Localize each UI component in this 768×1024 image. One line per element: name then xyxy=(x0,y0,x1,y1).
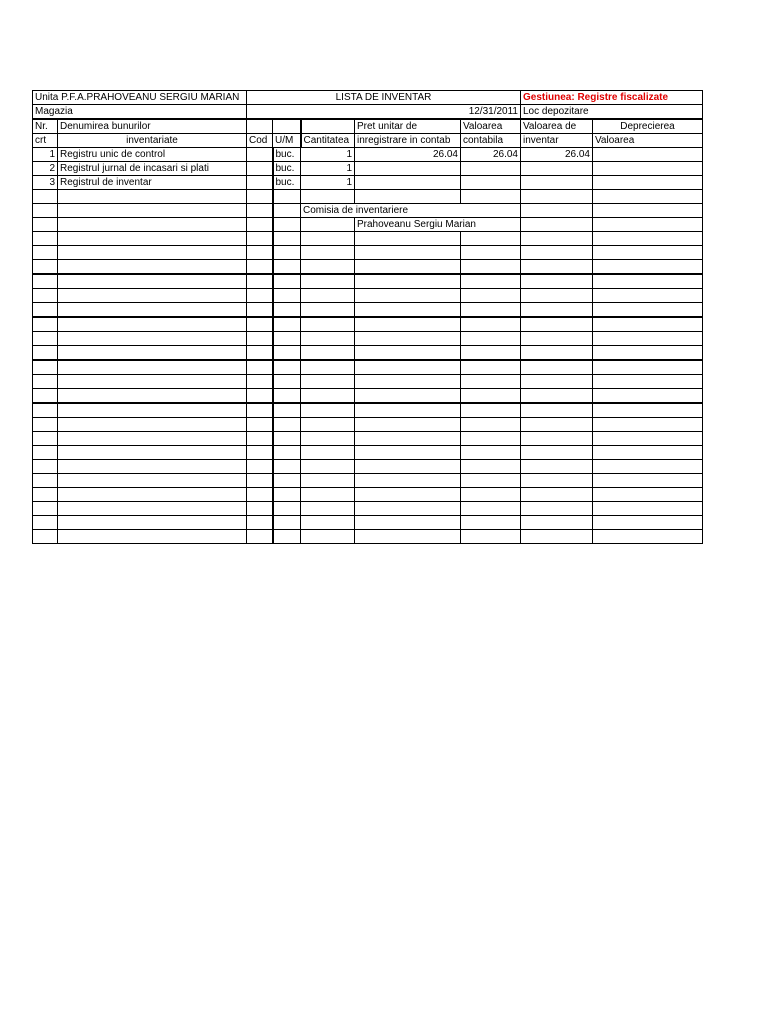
empty-cell[interactable] xyxy=(273,375,301,389)
empty-cell[interactable] xyxy=(355,488,461,502)
empty-cell[interactable] xyxy=(247,530,273,544)
commission-label[interactable]: Comisia de inventariere xyxy=(301,204,521,218)
empty-cell[interactable] xyxy=(301,418,355,432)
empty-cell[interactable] xyxy=(593,260,703,275)
cell-book[interactable] xyxy=(461,162,521,176)
empty-cell[interactable] xyxy=(58,317,247,332)
empty-cell[interactable] xyxy=(273,274,301,289)
empty-cell[interactable] xyxy=(247,346,273,361)
header-row-1 xyxy=(33,91,703,105)
empty-cell[interactable] xyxy=(593,403,703,418)
date-cell[interactable]: 12/31/2011 xyxy=(247,105,521,120)
gestiune-cell[interactable]: Gestiunea: Registre fiscalizate xyxy=(521,91,703,105)
empty-cell[interactable] xyxy=(355,530,461,544)
empty-cell[interactable] xyxy=(461,530,521,544)
empty-cell[interactable] xyxy=(461,502,521,516)
col-um-1[interactable] xyxy=(273,119,301,134)
empty-cell[interactable] xyxy=(58,274,247,289)
empty-cell[interactable] xyxy=(58,232,247,246)
empty-cell[interactable] xyxy=(521,317,593,332)
empty-cell[interactable] xyxy=(355,446,461,460)
empty-cell[interactable] xyxy=(521,488,593,502)
empty-cell[interactable] xyxy=(461,474,521,488)
empty-cell[interactable] xyxy=(301,460,355,474)
empty-cell[interactable] xyxy=(301,346,355,361)
empty-cell[interactable] xyxy=(247,460,273,474)
empty-cell[interactable] xyxy=(273,432,301,446)
inventory-sheet xyxy=(32,90,703,544)
empty-cell[interactable] xyxy=(33,488,58,502)
table-row xyxy=(33,488,703,502)
column-header-row-2 xyxy=(33,134,703,148)
empty-cell[interactable] xyxy=(521,474,593,488)
magazia-cell[interactable]: Magazia xyxy=(33,105,247,120)
empty-cell[interactable] xyxy=(521,303,593,318)
unit-label: Unita xyxy=(35,91,59,103)
col-cant-2[interactable]: Cantitatea xyxy=(301,134,355,148)
empty-cell[interactable] xyxy=(33,516,58,530)
column-header-row-1 xyxy=(33,119,703,134)
empty-cell[interactable] xyxy=(58,460,247,474)
empty-cell[interactable] xyxy=(58,389,247,404)
empty-cell[interactable] xyxy=(355,274,461,289)
cell-qty[interactable]: 1 xyxy=(301,148,355,162)
empty-cell[interactable] xyxy=(58,403,247,418)
empty-cell[interactable] xyxy=(33,418,58,432)
empty-cell[interactable] xyxy=(247,432,273,446)
empty-cell[interactable] xyxy=(301,389,355,404)
empty-cell[interactable] xyxy=(273,389,301,404)
empty-cell[interactable] xyxy=(58,346,247,361)
empty-cell[interactable] xyxy=(301,274,355,289)
empty-cell[interactable] xyxy=(521,418,593,432)
empty-cell[interactable] xyxy=(521,432,593,446)
empty-cell[interactable] xyxy=(58,303,247,318)
empty-cell[interactable] xyxy=(58,530,247,544)
empty-cell[interactable] xyxy=(593,432,703,446)
empty-cell[interactable] xyxy=(33,360,58,375)
list-title[interactable]: LISTA DE INVENTAR xyxy=(247,91,521,105)
empty-cell[interactable] xyxy=(301,516,355,530)
empty-cell[interactable] xyxy=(247,246,273,260)
empty-cell[interactable] xyxy=(247,289,273,303)
empty-cell[interactable] xyxy=(355,317,461,332)
empty-cell[interactable] xyxy=(355,375,461,389)
empty-cell[interactable] xyxy=(521,274,593,289)
empty-cell[interactable] xyxy=(593,232,703,246)
empty-cell[interactable] xyxy=(33,346,58,361)
empty-cell[interactable] xyxy=(521,502,593,516)
cell-nr[interactable]: 2 xyxy=(33,162,58,176)
empty-cell[interactable] xyxy=(355,502,461,516)
empty-cell[interactable] xyxy=(273,474,301,488)
empty-cell[interactable] xyxy=(461,375,521,389)
empty-cell[interactable] xyxy=(521,446,593,460)
empty-rows-table xyxy=(32,231,703,544)
cell-cod[interactable] xyxy=(247,148,273,162)
cell-book[interactable]: 26.04 xyxy=(461,148,521,162)
empty-cell[interactable] xyxy=(593,502,703,516)
cell-dep[interactable] xyxy=(593,148,703,162)
empty-cell[interactable] xyxy=(593,346,703,361)
empty-cell[interactable] xyxy=(461,488,521,502)
empty-cell[interactable] xyxy=(273,488,301,502)
empty-cell[interactable] xyxy=(355,232,461,246)
empty-cell[interactable] xyxy=(301,289,355,303)
table-row xyxy=(33,274,703,289)
cell-name[interactable]: Registrul jurnal de incasari si plati xyxy=(58,162,247,176)
empty-cell[interactable] xyxy=(33,317,58,332)
empty-cell[interactable] xyxy=(593,246,703,260)
empty-cell[interactable] xyxy=(301,232,355,246)
empty-cell[interactable] xyxy=(355,432,461,446)
empty-cell[interactable] xyxy=(593,446,703,460)
empty-cell[interactable] xyxy=(33,289,58,303)
cell-inv[interactable]: 26.04 xyxy=(521,148,593,162)
empty-cell[interactable] xyxy=(301,246,355,260)
empty-cell[interactable] xyxy=(593,488,703,502)
cell-book[interactable] xyxy=(461,176,521,190)
empty-cell[interactable] xyxy=(521,375,593,389)
cell-um[interactable]: buc. xyxy=(273,148,301,162)
empty-cell[interactable] xyxy=(33,375,58,389)
empty-cell[interactable] xyxy=(593,289,703,303)
empty-cell[interactable] xyxy=(247,403,273,418)
empty-cell[interactable] xyxy=(273,303,301,318)
empty-cell[interactable] xyxy=(593,460,703,474)
empty-cell[interactable] xyxy=(301,502,355,516)
col-cod-2[interactable]: Cod xyxy=(247,134,273,148)
empty-cell[interactable] xyxy=(593,530,703,544)
col-dep-2[interactable]: Valoarea xyxy=(593,134,703,148)
table-row xyxy=(33,460,703,474)
cell-um[interactable]: buc. xyxy=(273,176,301,190)
empty-cell[interactable] xyxy=(593,516,703,530)
unit-cell[interactable] xyxy=(33,91,247,105)
empty-cell[interactable] xyxy=(58,360,247,375)
empty-cell[interactable] xyxy=(301,375,355,389)
header-row-2 xyxy=(33,105,703,120)
empty-cell[interactable] xyxy=(593,303,703,318)
empty-cell[interactable] xyxy=(273,460,301,474)
empty-cell[interactable] xyxy=(33,530,58,544)
empty-cell[interactable] xyxy=(593,317,703,332)
empty-cell[interactable] xyxy=(247,375,273,389)
table-row xyxy=(33,176,703,190)
empty-cell[interactable] xyxy=(355,403,461,418)
empty-cell[interactable] xyxy=(355,516,461,530)
empty-cell[interactable] xyxy=(247,474,273,488)
cell-um[interactable]: buc. xyxy=(273,162,301,176)
empty-cell[interactable] xyxy=(273,360,301,375)
empty-cell[interactable] xyxy=(301,474,355,488)
empty-cell[interactable] xyxy=(58,446,247,460)
cell-nr[interactable]: 1 xyxy=(33,148,58,162)
empty-cell[interactable] xyxy=(355,260,461,275)
empty-cell[interactable] xyxy=(247,389,273,404)
empty-cell[interactable] xyxy=(247,274,273,289)
empty-cell[interactable] xyxy=(33,403,58,418)
empty-cell[interactable] xyxy=(461,346,521,361)
empty-cell[interactable] xyxy=(461,274,521,289)
empty-cell[interactable] xyxy=(273,516,301,530)
empty-cell[interactable] xyxy=(521,460,593,474)
empty-cell[interactable] xyxy=(247,446,273,460)
table-row xyxy=(33,190,703,204)
table-row xyxy=(33,148,703,162)
empty-cell[interactable] xyxy=(301,260,355,275)
empty-cell[interactable] xyxy=(461,432,521,446)
empty-cell[interactable] xyxy=(33,303,58,318)
empty-cell[interactable] xyxy=(273,232,301,246)
empty-cell[interactable] xyxy=(461,317,521,332)
cell-price[interactable] xyxy=(355,162,461,176)
table-row xyxy=(33,375,703,389)
cell-price[interactable]: 26.04 xyxy=(355,148,461,162)
col-pret-1[interactable]: Pret unitar de xyxy=(355,119,461,134)
cell-cod[interactable] xyxy=(247,176,273,190)
empty-cell[interactable] xyxy=(593,474,703,488)
empty-cell[interactable] xyxy=(355,346,461,361)
commission-row xyxy=(33,204,703,218)
empty-cell[interactable] xyxy=(33,432,58,446)
cell-dep[interactable] xyxy=(593,176,703,190)
table-row xyxy=(33,418,703,432)
table-row xyxy=(33,530,703,544)
table-row xyxy=(33,516,703,530)
empty-cell[interactable] xyxy=(247,317,273,332)
empty-cell[interactable] xyxy=(461,260,521,275)
empty-cell[interactable] xyxy=(58,418,247,432)
empty-cell[interactable] xyxy=(58,246,247,260)
col-valc-1[interactable]: Valoarea xyxy=(461,119,521,134)
empty-cell[interactable] xyxy=(301,403,355,418)
empty-cell[interactable] xyxy=(461,446,521,460)
table-row xyxy=(33,446,703,460)
empty-cell[interactable] xyxy=(521,260,593,275)
empty-cell[interactable] xyxy=(521,403,593,418)
empty-cell[interactable] xyxy=(521,389,593,404)
cell-name[interactable]: Registrul de inventar xyxy=(58,176,247,190)
empty-cell[interactable] xyxy=(521,360,593,375)
col-nr-1[interactable]: Nr. xyxy=(33,119,58,134)
empty-cell[interactable] xyxy=(58,375,247,389)
empty-cell[interactable] xyxy=(58,488,247,502)
commission-member[interactable]: Prahoveanu Sergiu Marian xyxy=(355,218,521,232)
empty-cell[interactable] xyxy=(461,360,521,375)
empty-cell[interactable] xyxy=(355,360,461,375)
empty-cell[interactable] xyxy=(273,317,301,332)
unit-name: P.F.A.PRAHOVEANU SERGIU MARIAN xyxy=(61,91,240,103)
empty-cell[interactable] xyxy=(273,502,301,516)
cell-inv[interactable] xyxy=(521,162,593,176)
table-row xyxy=(33,260,703,275)
empty-cell[interactable] xyxy=(301,432,355,446)
table-row xyxy=(33,403,703,418)
empty-cell[interactable] xyxy=(521,246,593,260)
empty-cell[interactable] xyxy=(273,446,301,460)
empty-cell[interactable] xyxy=(461,332,521,346)
empty-cell[interactable] xyxy=(301,303,355,318)
empty-cell[interactable] xyxy=(301,360,355,375)
cell-name[interactable]: Registru unic de control xyxy=(58,148,247,162)
table-row xyxy=(33,346,703,361)
empty-cell[interactable] xyxy=(58,474,247,488)
empty-cell[interactable] xyxy=(247,232,273,246)
loc-cell[interactable]: Loc depozitare xyxy=(521,105,703,120)
empty-cell[interactable] xyxy=(461,246,521,260)
empty-cell[interactable] xyxy=(33,232,58,246)
empty-cell[interactable] xyxy=(33,502,58,516)
col-valc-2[interactable]: contabila xyxy=(461,134,521,148)
empty-cell[interactable] xyxy=(273,260,301,275)
empty-cell[interactable] xyxy=(58,289,247,303)
empty-cell[interactable] xyxy=(33,274,58,289)
empty-cell[interactable] xyxy=(58,332,247,346)
empty-cell[interactable] xyxy=(301,317,355,332)
empty-cell[interactable] xyxy=(273,289,301,303)
empty-cell[interactable] xyxy=(33,474,58,488)
empty-cell[interactable] xyxy=(355,474,461,488)
empty-cell[interactable] xyxy=(593,418,703,432)
empty-cell[interactable] xyxy=(461,232,521,246)
empty-cell[interactable] xyxy=(247,502,273,516)
empty-cell[interactable] xyxy=(461,516,521,530)
empty-cell[interactable] xyxy=(593,375,703,389)
cell-qty[interactable]: 1 xyxy=(301,176,355,190)
empty-cell[interactable] xyxy=(593,389,703,404)
col-cant-1[interactable] xyxy=(301,119,355,134)
col-den-1[interactable]: Denumirea bunurilor xyxy=(58,119,247,134)
col-vali-1[interactable]: Valoarea de xyxy=(521,119,593,134)
empty-cell[interactable] xyxy=(355,246,461,260)
empty-cell[interactable] xyxy=(461,403,521,418)
col-pret-2[interactable]: inregistrare in contab xyxy=(355,134,461,148)
empty-cell[interactable] xyxy=(247,516,273,530)
empty-cell[interactable] xyxy=(593,360,703,375)
table-row xyxy=(33,289,703,303)
empty-cell[interactable] xyxy=(301,488,355,502)
cell-price[interactable] xyxy=(355,176,461,190)
empty-cell[interactable] xyxy=(33,460,58,474)
empty-cell[interactable] xyxy=(33,246,58,260)
empty-cell[interactable] xyxy=(521,332,593,346)
empty-cell[interactable] xyxy=(247,303,273,318)
empty-cell[interactable] xyxy=(247,360,273,375)
empty-cell[interactable] xyxy=(273,530,301,544)
table-row xyxy=(33,502,703,516)
empty-cell[interactable] xyxy=(247,260,273,275)
empty-cell[interactable] xyxy=(33,260,58,275)
table-row xyxy=(33,360,703,375)
empty-cell[interactable] xyxy=(521,346,593,361)
empty-cell[interactable] xyxy=(273,403,301,418)
empty-cell[interactable] xyxy=(301,332,355,346)
empty-cell[interactable] xyxy=(461,289,521,303)
empty-cell[interactable] xyxy=(355,303,461,318)
empty-cell[interactable] xyxy=(461,460,521,474)
table-row xyxy=(33,246,703,260)
cell-dep[interactable] xyxy=(593,162,703,176)
table-row xyxy=(33,317,703,332)
table-row xyxy=(33,232,703,246)
empty-cell[interactable] xyxy=(273,418,301,432)
empty-cell[interactable] xyxy=(355,460,461,474)
cell-qty[interactable]: 1 xyxy=(301,162,355,176)
table-row xyxy=(33,474,703,488)
table-row xyxy=(33,332,703,346)
inventory-table xyxy=(32,90,703,232)
col-nr-2[interactable]: crt xyxy=(33,134,58,148)
empty-cell[interactable] xyxy=(301,530,355,544)
empty-cell[interactable] xyxy=(461,389,521,404)
empty-cell[interactable] xyxy=(273,346,301,361)
col-um-2[interactable]: U/M xyxy=(273,134,301,148)
empty-cell[interactable] xyxy=(273,332,301,346)
table-row xyxy=(33,432,703,446)
empty-cell[interactable] xyxy=(33,446,58,460)
empty-cell[interactable] xyxy=(58,502,247,516)
col-vali-2[interactable]: inventar xyxy=(521,134,593,148)
empty-cell[interactable] xyxy=(461,303,521,318)
table-row xyxy=(33,389,703,404)
cell-nr[interactable]: 3 xyxy=(33,176,58,190)
empty-cell[interactable] xyxy=(355,289,461,303)
empty-cell[interactable] xyxy=(521,289,593,303)
empty-cell[interactable] xyxy=(247,488,273,502)
table-row xyxy=(33,303,703,318)
col-den-2[interactable]: inventariate xyxy=(58,134,247,148)
commission-member-row xyxy=(33,218,703,232)
col-cod-1[interactable] xyxy=(247,119,273,134)
cell-cod[interactable] xyxy=(247,162,273,176)
empty-cell[interactable] xyxy=(521,530,593,544)
empty-cell[interactable] xyxy=(58,260,247,275)
empty-cell[interactable] xyxy=(355,389,461,404)
empty-cell[interactable] xyxy=(247,418,273,432)
col-dep-1[interactable]: Deprecierea xyxy=(593,119,703,134)
empty-cell[interactable] xyxy=(593,332,703,346)
empty-cell[interactable] xyxy=(273,246,301,260)
empty-cell[interactable] xyxy=(521,516,593,530)
empty-cell[interactable] xyxy=(301,446,355,460)
empty-cell[interactable] xyxy=(593,274,703,289)
empty-cell[interactable] xyxy=(58,516,247,530)
empty-cell[interactable] xyxy=(33,389,58,404)
empty-cell[interactable] xyxy=(58,432,247,446)
empty-cell[interactable] xyxy=(33,332,58,346)
table-row xyxy=(33,162,703,176)
empty-cell[interactable] xyxy=(355,418,461,432)
empty-cell[interactable] xyxy=(355,332,461,346)
empty-cell[interactable] xyxy=(521,232,593,246)
cell-inv[interactable] xyxy=(521,176,593,190)
empty-cell[interactable] xyxy=(461,418,521,432)
empty-cell[interactable] xyxy=(247,332,273,346)
